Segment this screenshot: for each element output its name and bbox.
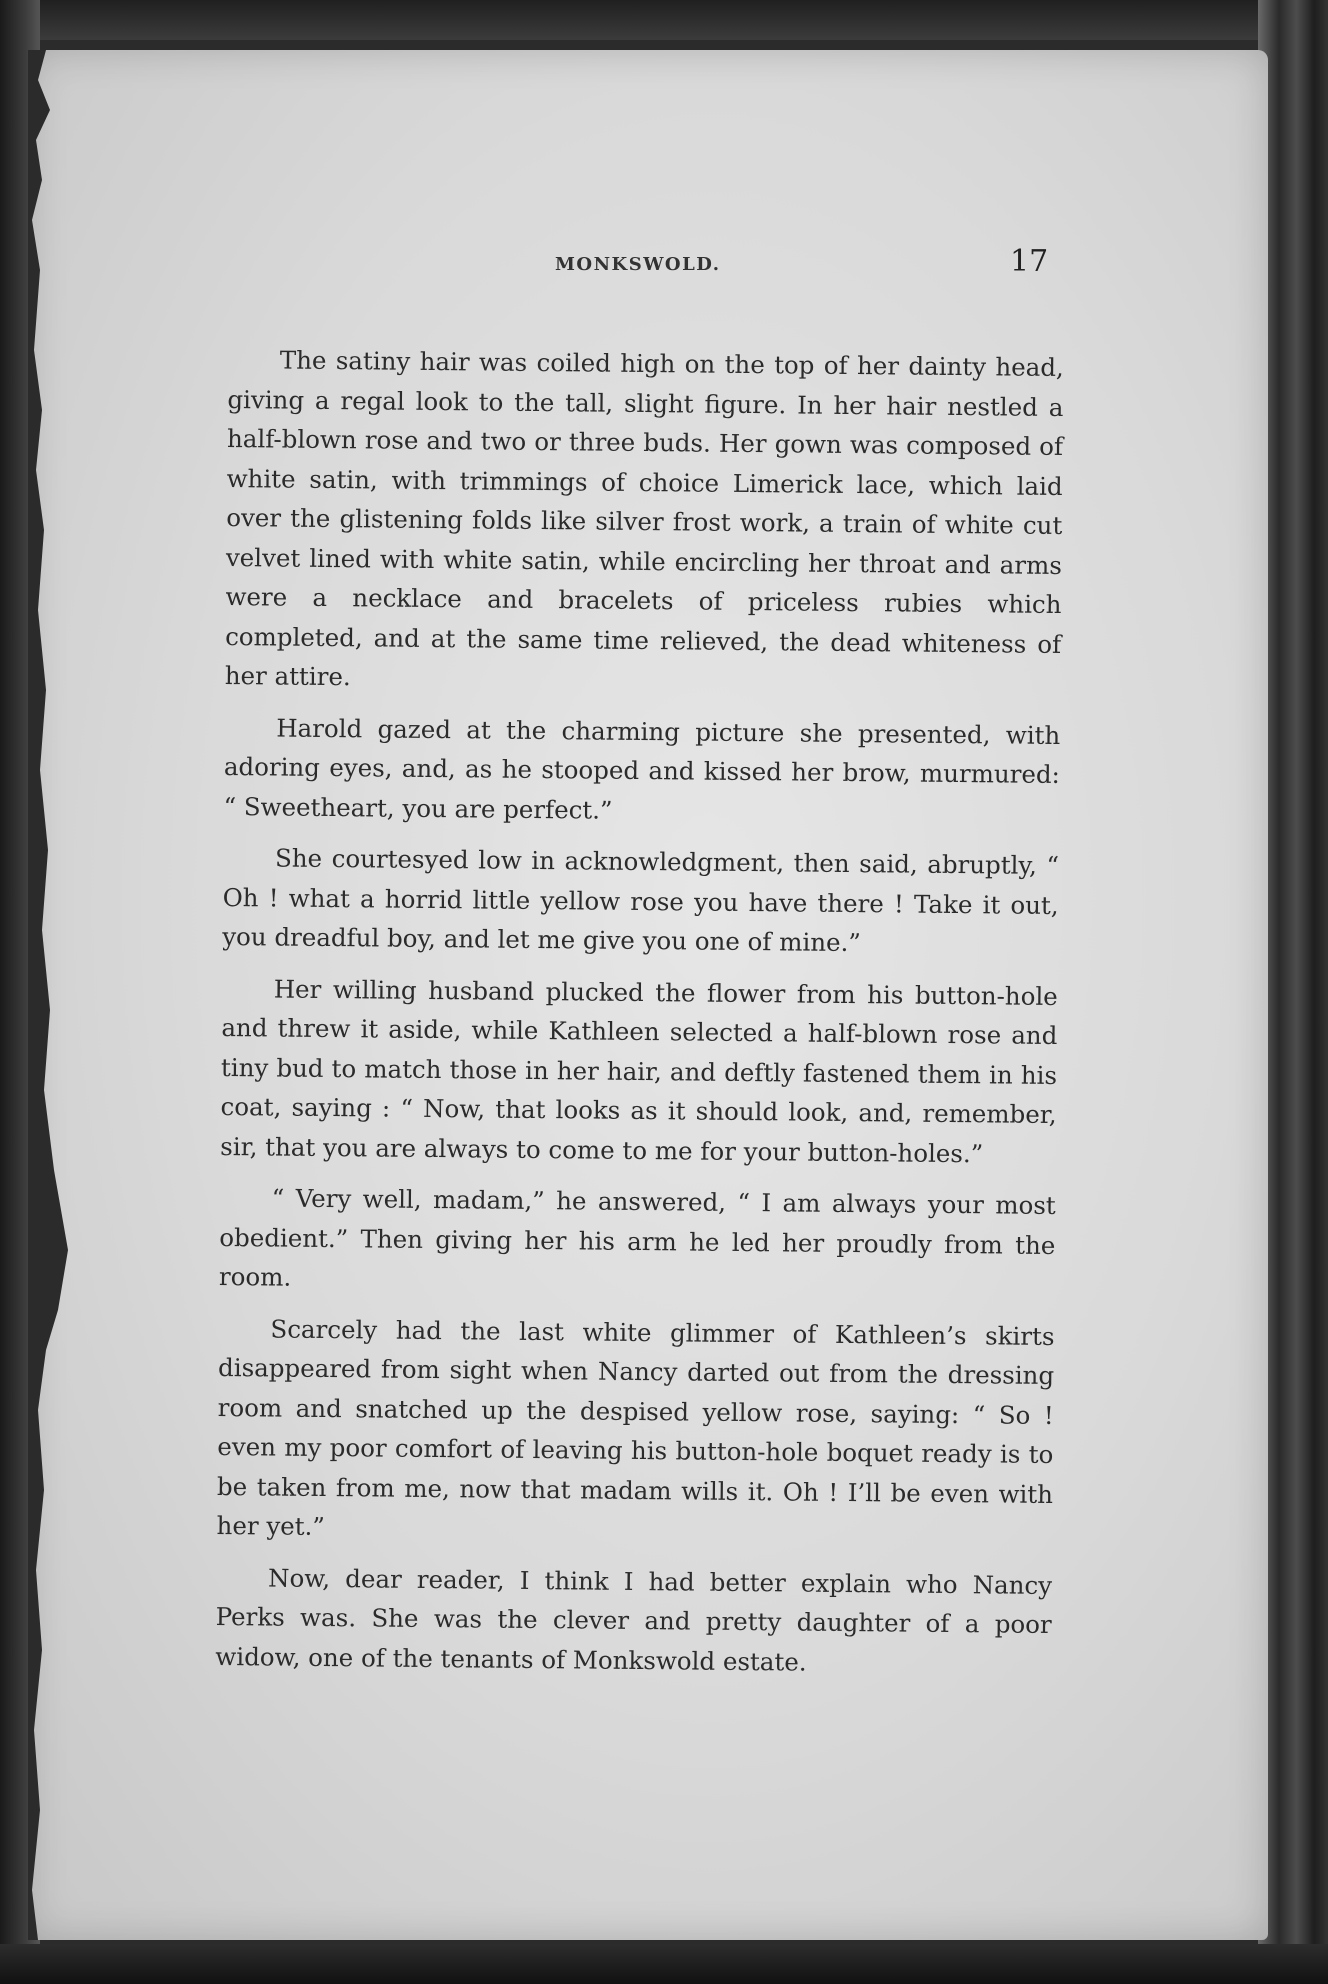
torn-page-edge bbox=[28, 50, 68, 1940]
scan-frame-bottom bbox=[0, 1944, 1328, 1984]
paragraph: Her willing husband plucked the flower from his button-hole and threw it aside, while Kathleen selected a half-blown rose and tiny bud to match those in her hair, and deftly fastened them in his coat, saying : “ Now, that looks as it should look, and, remember, sir, that you are always to come to me for your button-holes.” bbox=[220, 973, 1058, 1168]
body-text bbox=[215, 340, 1064, 1696]
paragraph: The satiny hair was coiled high on the top of her dainty head, giving a regal look to the tall, slight figure. In her hair nestled a half-blown rose and two or three buds. Her gown was composed of white satin, with trimmings of choice Limerick lace, which laid over the glistening folds like silver frost work, a train of white cut velvet lined with white satin, while encircling her throat and arms were a necklace and bracelets of priceless rubies which completed, and at the same time relieved, the dead whiteness of her attire. bbox=[224, 345, 1064, 692]
book-page bbox=[28, 50, 1268, 1940]
paragraph: She courtesyed low in acknowledgment, then said, abruptly, “ Oh ! what a horrid little yellow rose you have there ! Take it out, you dreadful boy, and let me give you one of mine.” bbox=[222, 843, 1060, 958]
scan-frame-top bbox=[0, 0, 1328, 40]
paragraph: “ Very well, madam,” he answered, “ I am always your most obedient.” Then giving her his arm he led her proudly from the room. bbox=[218, 1183, 1056, 1292]
paragraph: Scarcely had the last white glimmer of Kathleen’s skirts disappeared from sight when Nancy darted out from the dressing room and snatched up the despised yellow rose, saying: “ So ! even my poor comfort of leaving his button-hole boquet ready is to be taken from me, now that madam wills it. Oh ! I’ll be even with her yet.” bbox=[216, 1313, 1055, 1541]
running-title: MONKSWOLD. bbox=[555, 254, 721, 275]
page-number: 17 bbox=[1010, 244, 1049, 279]
paragraph: Harold gazed at the charming picture she presented, with adoring eyes, and, as he stooped and kissed her brow, murmured: “ Sweetheart, you are perfect.” bbox=[223, 712, 1061, 825]
paragraph: Now, dear reader, I think I had better explain who Nancy Perks was. She was the clever and pretty daughter of a poor widow, one of the tenants of Monkswold estate. bbox=[215, 1562, 1053, 1677]
scan-frame-right bbox=[1258, 0, 1328, 1984]
running-head bbox=[28, 244, 1268, 290]
